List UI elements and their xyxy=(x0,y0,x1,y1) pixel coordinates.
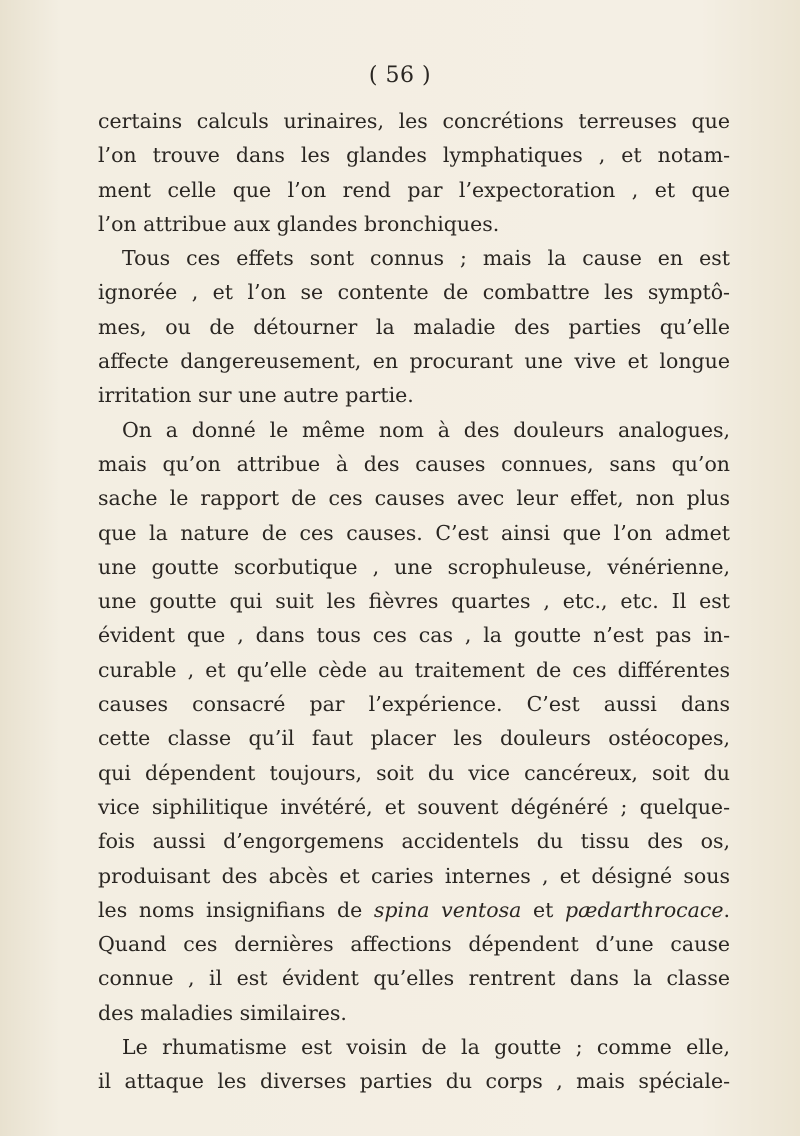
text-line: sache le rapport de ces causes avec leur effet, non plus xyxy=(98,486,730,511)
page-number: ( 56 ) xyxy=(368,63,432,88)
text-line: affecte dangereusement, en procurant une vive et longue xyxy=(98,349,730,374)
text-line: connue , il est évident qu’elles rentrent dans la classe xyxy=(98,966,730,991)
text-line: une goutte scorbutique , une scrophuleuse, vénérienne, xyxy=(98,554,730,579)
text-line-with-latin-terms xyxy=(98,893,730,927)
text-run: les noms insignifians de xyxy=(98,897,374,922)
text-line: Tous ces effets sont connus ; mais la cause en est xyxy=(122,246,730,271)
latin-term: pædarthrocace xyxy=(565,897,724,922)
text-line: des maladies similaires. xyxy=(98,1000,347,1025)
text-line: qui dépendent toujours, soit du vice cancéreux, soit du xyxy=(98,760,730,785)
text-line: l’on trouve dans les glandes lymphatiques , et notam- xyxy=(98,143,730,168)
text-line: que la nature de ces causes. C’est ainsi que l’on admet xyxy=(98,520,730,545)
text-line: certains calculs urinaires, les concrétions terreuses que xyxy=(98,109,730,133)
latin-term: spina ventosa xyxy=(373,897,522,922)
text-line: curable , et qu’elle cède au traitement de ces différentes xyxy=(98,657,730,682)
text-line: mes, ou de détourner la maladie des parties qu’elle xyxy=(98,314,730,339)
text-line: causes consacré par l’expérience. C’est aussi dans xyxy=(98,692,730,717)
text-line: On a donné le même nom à des douleurs analogues, xyxy=(122,417,730,442)
text-line: ment celle que l’on rend par l’expectoration , et que xyxy=(98,177,730,202)
text-line: évident que , dans tous ces cas , la goutte n’est pas in- xyxy=(98,623,730,648)
text-line: cette classe qu’il faut placer les douleurs ostéocopes, xyxy=(98,726,730,751)
text-run: . xyxy=(723,897,731,922)
text-line: il attaque les diverses parties du corps , mais spéciale- xyxy=(98,1069,730,1094)
text-line: fois aussi d’engorgemens accidentels du tissu des os, xyxy=(98,829,730,854)
text-line: produisant des abcès et caries internes , et désigné sous xyxy=(98,863,730,888)
text-line: irritation sur une autre partie. xyxy=(98,383,414,408)
body-text xyxy=(98,104,730,1099)
text-line: Quand ces dernières affections dépendent d’une cause xyxy=(98,932,730,957)
text-line: vice siphilitique invétéré, et souvent dégénéré ; quelque- xyxy=(98,794,730,819)
text-line: l’on attribue aux glandes bronchiques. xyxy=(98,211,500,236)
text-line: une goutte qui suit les fièvres quartes , etc., etc. Il est xyxy=(98,589,730,614)
text-line: mais qu’on attribue à des causes connues, sans qu’on xyxy=(98,451,730,476)
text-run: et xyxy=(521,897,566,922)
text-line: ignorée , et l’on se contente de combattre les symptô- xyxy=(98,280,730,305)
text-line: Le rhumatisme est voisin de la goutte ; comme elle, xyxy=(122,1035,730,1060)
